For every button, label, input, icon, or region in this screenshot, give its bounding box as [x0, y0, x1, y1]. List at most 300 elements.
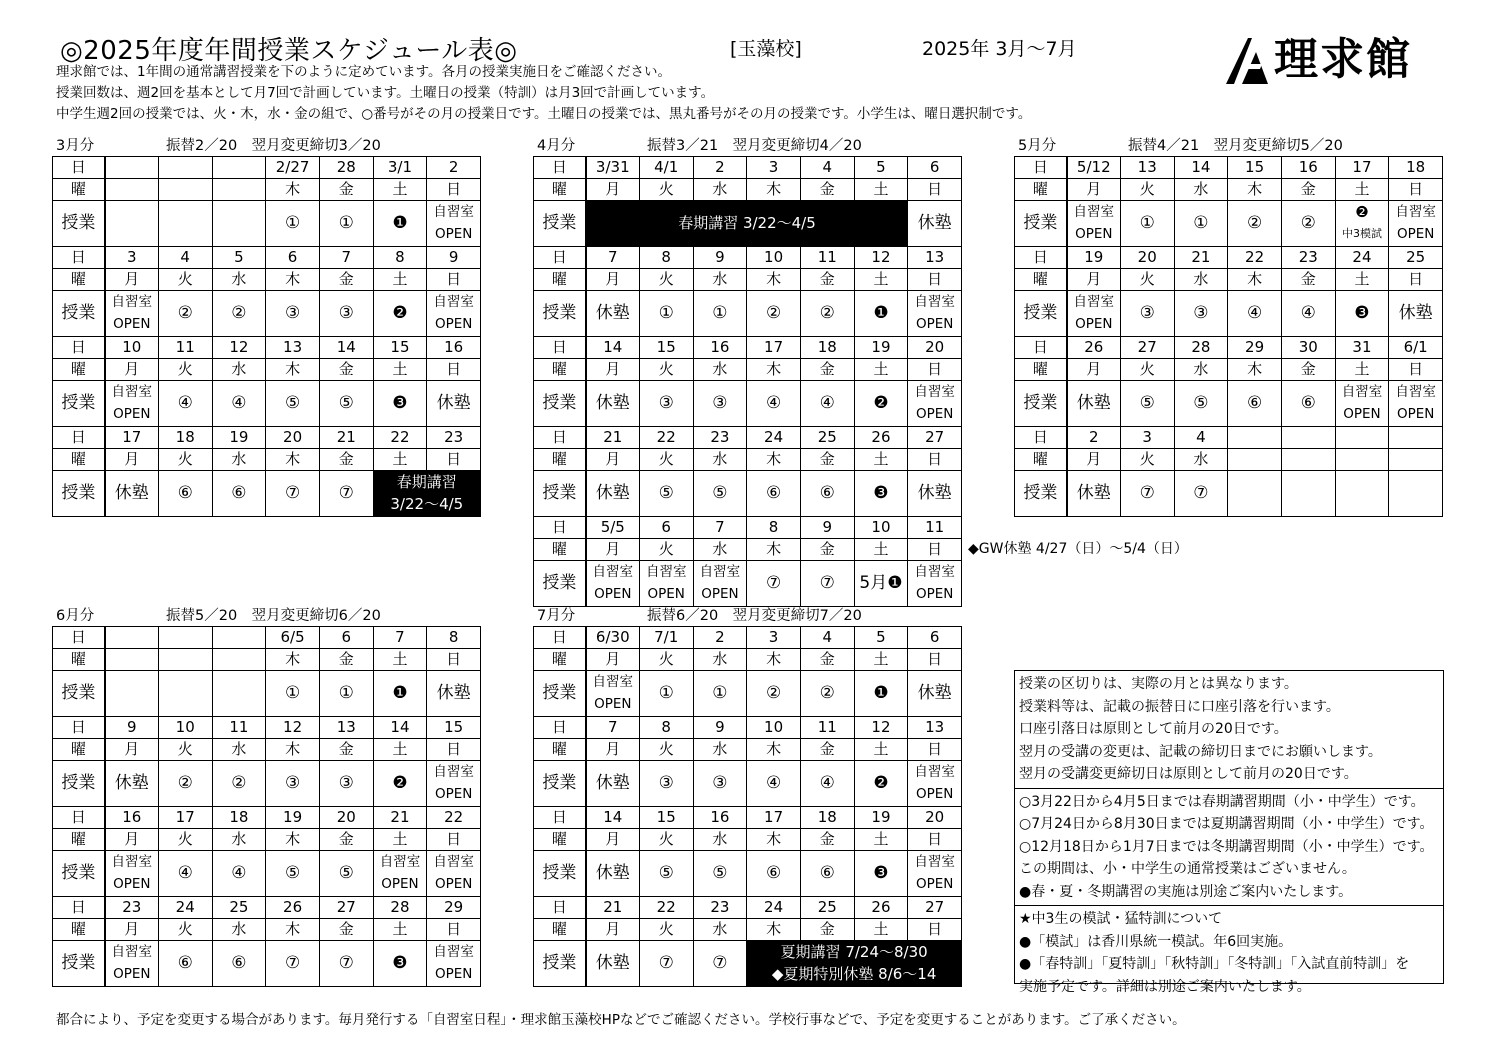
day-cell: 25: [800, 427, 854, 449]
weekday-cell: 火: [639, 739, 693, 761]
day-cell: 28: [1174, 337, 1228, 359]
weekday-cell: [105, 649, 159, 671]
lesson-mark: 休塾: [595, 773, 630, 793]
row-label-day: 日: [53, 717, 105, 739]
weekday-cell: 水: [693, 919, 747, 941]
weekday-cell: 土: [373, 649, 427, 671]
info-line: ●「模試」は香川県統一模試。年6回実施。: [1019, 933, 1293, 950]
weekday-row: [53, 179, 481, 201]
lesson-mark: ③: [338, 303, 354, 323]
gw-holiday-note: ◆GW休塾 4/27（日）～5/4（日）: [968, 541, 1188, 557]
row-label-weekday: 曜: [1015, 179, 1067, 201]
weekday-cell: 金: [319, 919, 373, 941]
weekday-cell: 水: [693, 359, 747, 381]
day-cell: 11: [800, 717, 854, 739]
day-cell: 7: [319, 247, 373, 269]
logo-mark-icon: [1222, 34, 1270, 86]
weekday-cell: 金: [800, 649, 854, 671]
lesson-cell: [854, 471, 908, 517]
lesson-cell: [427, 761, 481, 807]
row-label-weekday: 曜: [534, 829, 586, 851]
lesson-cell: [1228, 201, 1282, 247]
info-line: ●「春特訓」「夏特訓」「秋特訓」「冬特訓」「入試直前特訓」を: [1019, 956, 1410, 972]
lesson-row: [53, 761, 481, 807]
weekday-cell: 月: [1067, 269, 1121, 291]
day-cell: 24: [158, 897, 212, 919]
lesson-cell: [747, 941, 962, 987]
row-label-weekday: 曜: [53, 359, 105, 381]
day-cell: 10: [105, 337, 159, 359]
weekday-cell: 木: [747, 269, 801, 291]
lesson-mark: ⑤: [338, 863, 354, 883]
lesson-row: [534, 761, 962, 807]
lesson-line: 自習室: [699, 564, 741, 580]
row-label-lesson: 授業: [534, 291, 586, 337]
row-label-lesson: 授業: [53, 471, 105, 517]
weekday-cell: 日: [908, 269, 962, 291]
lesson-mark: ①: [338, 683, 354, 703]
weekday-cell: 月: [586, 359, 640, 381]
weekday-cell: 日: [427, 919, 481, 941]
lesson-cell: [373, 671, 427, 717]
calendar-april: [533, 156, 962, 607]
row-label-weekday: 曜: [1015, 269, 1067, 291]
lesson-cell: [319, 291, 373, 337]
lesson-line: ❷: [1355, 203, 1369, 221]
weekday-cell: 金: [319, 739, 373, 761]
lesson-mark: ④: [231, 393, 247, 413]
row-label-day: 日: [53, 337, 105, 359]
weekday-cell: 土: [373, 359, 427, 381]
weekday-cell: 金: [800, 179, 854, 201]
row-label-weekday: 曜: [534, 649, 586, 671]
day-cell: 3/31: [586, 157, 640, 179]
lesson-mark: ①: [658, 303, 674, 323]
row-label-lesson: 授業: [534, 381, 586, 427]
lesson-cell: [800, 761, 854, 807]
lesson-mark: ④: [819, 393, 835, 413]
weekday-cell: 日: [908, 449, 962, 471]
lesson-mark: ③: [338, 773, 354, 793]
day-cell: 4: [1174, 427, 1228, 449]
day-cell: 13: [908, 247, 962, 269]
day-cell: 18: [1389, 157, 1443, 179]
lesson-line: 自習室: [1073, 294, 1115, 310]
weekday-cell: 日: [908, 829, 962, 851]
lesson-mark: ⑤: [1139, 393, 1155, 413]
lesson-mark: ①: [712, 303, 728, 323]
day-cell: 5: [854, 157, 908, 179]
lesson-mark: ⑥: [765, 483, 782, 503]
day-cell: 4: [800, 157, 854, 179]
weekday-cell: [1335, 449, 1389, 471]
day-cell: 26: [1067, 337, 1121, 359]
row-label-weekday: 曜: [1015, 449, 1067, 471]
weekday-cell: 金: [319, 449, 373, 471]
row-label-day: 日: [53, 427, 105, 449]
day-cell: [1389, 427, 1443, 449]
weekday-cell: 火: [639, 179, 693, 201]
weekday-row: [53, 649, 481, 671]
lesson-cell: [908, 471, 962, 517]
weekday-cell: 木: [266, 449, 320, 471]
day-cell: 21: [373, 807, 427, 829]
weekday-cell: 水: [693, 649, 747, 671]
weekday-cell: 日: [427, 649, 481, 671]
weekday-cell: 水: [212, 739, 266, 761]
lesson-cell: [373, 761, 427, 807]
lesson-cell: [158, 761, 212, 807]
lesson-banner: 春期講習 3/22～4/5: [678, 214, 816, 232]
lesson-cell: [1335, 381, 1389, 427]
lesson-cell: [158, 291, 212, 337]
lesson-line: OPEN: [1396, 406, 1435, 422]
month-label: 6月分: [56, 608, 95, 624]
weekday-cell: 土: [373, 829, 427, 851]
lesson-mark: ③: [1193, 303, 1209, 323]
row-label-lesson: 授業: [1015, 291, 1067, 337]
lesson-mark: 休塾: [595, 483, 630, 503]
lesson-mark: 休塾: [114, 483, 149, 503]
day-cell: 11: [800, 247, 854, 269]
day-cell: [158, 157, 212, 179]
day-cell: 15: [1228, 157, 1282, 179]
lesson-cell: [586, 471, 640, 517]
weekday-cell: 木: [266, 739, 320, 761]
lesson-line: OPEN: [434, 966, 473, 982]
weekday-cell: 火: [639, 269, 693, 291]
intro-text: [56, 62, 1031, 125]
lesson-cell: [693, 671, 747, 717]
lesson-line: 自習室: [1341, 384, 1383, 400]
weekday-cell: 金: [319, 829, 373, 851]
weekday-cell: 月: [586, 739, 640, 761]
lesson-row: [1015, 381, 1443, 427]
weekday-cell: 火: [639, 919, 693, 941]
lesson-cell: [908, 851, 962, 897]
lesson-cell: [747, 851, 801, 897]
day-row: [53, 337, 481, 359]
lesson-mark: ②: [1246, 213, 1263, 233]
info-line: 口座引落日は原則として前月の20日です。: [1019, 721, 1288, 737]
weekday-cell: 金: [1281, 179, 1335, 201]
lesson-line: OPEN: [1075, 316, 1113, 332]
lesson-mark: 休塾: [595, 863, 630, 883]
lesson-line: 自習室: [1395, 384, 1436, 400]
weekday-cell: 木: [266, 269, 320, 291]
day-cell: 2: [693, 627, 747, 649]
lesson-cell: [639, 471, 693, 517]
lesson-mark: ④: [1300, 303, 1316, 323]
lesson-cell: [586, 671, 640, 717]
weekday-cell: 金: [319, 359, 373, 381]
lesson-cell: [1228, 291, 1282, 337]
row-label-day: 日: [534, 157, 586, 179]
day-cell: 18: [158, 427, 212, 449]
day-cell: [105, 157, 159, 179]
day-cell: 8: [427, 627, 481, 649]
day-row: [534, 157, 962, 179]
row-label-weekday: 曜: [534, 179, 586, 201]
lesson-mark: ⑤: [284, 863, 301, 883]
weekday-cell: 水: [693, 739, 747, 761]
lesson-cell: [427, 291, 481, 337]
lesson-cell: [1281, 471, 1335, 517]
day-cell: 7: [693, 517, 747, 539]
day-row: [534, 717, 962, 739]
lesson-line: 自習室: [592, 564, 634, 580]
lesson-cell: [266, 671, 320, 717]
info-line: 翌月の受講変更締切日は原則として前月の20日です。: [1019, 766, 1358, 782]
lesson-cell: [427, 851, 481, 897]
day-cell: 21: [586, 897, 640, 919]
day-cell: 17: [1335, 157, 1389, 179]
day-cell: 6: [319, 627, 373, 649]
lesson-row: [534, 201, 962, 247]
lesson-mark: ⑦: [338, 483, 354, 503]
weekday-cell: 月: [586, 179, 640, 201]
day-cell: 23: [693, 897, 747, 919]
month-header-april: [537, 134, 862, 155]
day-cell: 6: [908, 627, 962, 649]
weekday-cell: 木: [266, 919, 320, 941]
weekday-cell: 日: [908, 739, 962, 761]
weekday-cell: 金: [800, 359, 854, 381]
weekday-cell: 土: [854, 539, 908, 561]
day-cell: 3: [105, 247, 159, 269]
lesson-line: 自習室: [592, 674, 634, 690]
schedule-period: 2025年 3月～7月: [922, 38, 1077, 60]
lesson-mark: ⑦: [765, 573, 782, 593]
lesson-cell: [1067, 291, 1121, 337]
weekday-cell: 月: [1067, 359, 1121, 381]
lesson-mark: ④: [765, 773, 782, 793]
row-label-weekday: 曜: [534, 919, 586, 941]
lesson-row: [1015, 201, 1443, 247]
day-cell: 23: [693, 427, 747, 449]
lesson-row: [53, 381, 481, 427]
month-note: 振替3／21 翌月変更締切4／20: [647, 138, 862, 154]
day-cell: 3/1: [373, 157, 427, 179]
day-cell: 30: [1281, 337, 1335, 359]
weekday-row: [53, 359, 481, 381]
day-cell: 24: [1335, 247, 1389, 269]
lesson-cell: [319, 671, 373, 717]
day-cell: 22: [1228, 247, 1282, 269]
day-cell: 14: [586, 337, 640, 359]
lesson-cell: [747, 381, 801, 427]
weekday-cell: 木: [747, 649, 801, 671]
lesson-cell: [1281, 201, 1335, 247]
day-cell: 16: [693, 807, 747, 829]
lesson-line: 3/22～4/5: [390, 495, 464, 513]
weekday-cell: 金: [800, 739, 854, 761]
lesson-line: 自習室: [433, 764, 474, 780]
lesson-line: 夏期講習 7/24～8/30: [780, 943, 928, 961]
lesson-line: 自習室: [111, 294, 153, 310]
lesson-cell: [373, 471, 480, 517]
lesson-cell: [373, 941, 427, 987]
lesson-cell: [586, 381, 640, 427]
day-cell: 20: [266, 427, 320, 449]
lesson-cell: [639, 761, 693, 807]
weekday-cell: 火: [1120, 449, 1174, 471]
day-row: [1015, 337, 1443, 359]
weekday-cell: [1228, 449, 1282, 471]
lesson-mark: ⑥: [819, 483, 835, 503]
lesson-line: OPEN: [113, 966, 151, 982]
day-cell: 22: [427, 807, 481, 829]
weekday-cell: 水: [1174, 179, 1228, 201]
weekday-cell: 土: [373, 269, 427, 291]
day-cell: 20: [1120, 247, 1174, 269]
lesson-cell: [212, 941, 266, 987]
lesson-cell: [854, 381, 908, 427]
lesson-cell: [908, 671, 962, 717]
lesson-row: [1015, 291, 1443, 337]
day-row: [534, 897, 962, 919]
lesson-cell: [747, 761, 801, 807]
day-cell: 19: [212, 427, 266, 449]
lesson-mark: ①: [658, 683, 674, 703]
lesson-cell: [1228, 381, 1282, 427]
weekday-row: [53, 269, 481, 291]
day-cell: 20: [908, 807, 962, 829]
weekday-cell: 月: [586, 829, 640, 851]
weekday-cell: 水: [1174, 269, 1228, 291]
weekday-cell: 金: [319, 269, 373, 291]
day-cell: 23: [1281, 247, 1335, 269]
day-cell: 9: [105, 717, 159, 739]
lesson-cell: [908, 561, 962, 607]
weekday-cell: 木: [747, 179, 801, 201]
intro-line: 理求館では、1年間の通常講習授業を下のように定めています。各月の授業実施日をご確認ください。: [56, 64, 672, 80]
lesson-line: 自習室: [433, 294, 474, 310]
lesson-row: [53, 941, 481, 987]
day-cell: [158, 627, 212, 649]
lesson-line: OPEN: [113, 876, 151, 892]
month-note: 振替5／20 翌月変更締切6／20: [166, 608, 381, 624]
day-cell: [1228, 427, 1282, 449]
lesson-line: OPEN: [434, 876, 473, 892]
lesson-cell: [693, 561, 747, 607]
lesson-cell: [158, 381, 212, 427]
day-cell: 12: [854, 247, 908, 269]
day-cell: 20: [319, 807, 373, 829]
lesson-mark: ③: [712, 393, 728, 413]
weekday-cell: 火: [1120, 179, 1174, 201]
lesson-row: [534, 671, 962, 717]
day-cell: 14: [373, 717, 427, 739]
lesson-mark: ③: [284, 773, 301, 793]
day-row: [1015, 157, 1443, 179]
lesson-mark: ②: [765, 683, 782, 703]
lesson-cell: [586, 291, 640, 337]
lesson-cell: [639, 291, 693, 337]
lesson-line: OPEN: [113, 316, 151, 332]
day-cell: 23: [105, 897, 159, 919]
weekday-cell: 金: [1281, 269, 1335, 291]
calendar-march: [52, 156, 481, 517]
lesson-mark: ②: [231, 303, 247, 323]
weekday-cell: 木: [747, 739, 801, 761]
lesson-line: OPEN: [701, 586, 739, 602]
weekday-cell: 水: [693, 179, 747, 201]
lesson-cell: [266, 851, 320, 897]
weekday-cell: 日: [908, 649, 962, 671]
weekday-row: [53, 739, 481, 761]
day-cell: 21: [586, 427, 640, 449]
weekday-cell: 木: [747, 359, 801, 381]
lesson-line: OPEN: [1075, 226, 1113, 242]
weekday-cell: 月: [105, 919, 159, 941]
day-cell: 3: [747, 627, 801, 649]
info-line: ★中3生の模試・猛特訓について: [1019, 911, 1223, 927]
day-cell: 26: [854, 897, 908, 919]
weekday-row: [53, 829, 481, 851]
lesson-row: [534, 561, 962, 607]
day-cell: 22: [639, 897, 693, 919]
weekday-cell: 日: [1389, 359, 1443, 381]
weekday-cell: 火: [639, 539, 693, 561]
row-label-lesson: 授業: [53, 671, 105, 717]
lesson-cell: [158, 201, 212, 247]
lesson-mark: ❷: [873, 393, 889, 413]
lesson-line: OPEN: [381, 876, 419, 892]
lesson-row: [534, 381, 962, 427]
info-line: この期間は、小・中学生の通常授業はございません。: [1019, 861, 1356, 877]
month-header-june: [56, 604, 381, 625]
row-label-weekday: 曜: [53, 179, 105, 201]
lesson-mark: ④: [765, 393, 782, 413]
weekday-cell: 日: [427, 359, 481, 381]
weekday-cell: 金: [800, 829, 854, 851]
weekday-cell: 土: [854, 829, 908, 851]
lesson-cell: [1067, 381, 1121, 427]
weekday-row: [534, 449, 962, 471]
lesson-mark: ⑤: [1193, 393, 1209, 413]
day-cell: 12: [266, 717, 320, 739]
lesson-mark: ③: [284, 303, 301, 323]
day-cell: 29: [427, 897, 481, 919]
lesson-mark: 休塾: [436, 683, 471, 703]
row-label-weekday: 曜: [534, 449, 586, 471]
lesson-cell: [800, 381, 854, 427]
weekday-cell: 日: [908, 919, 962, 941]
info-line: 実施予定です。詳細は別途ご案内いたします。: [1019, 978, 1311, 995]
weekday-cell: 水: [212, 919, 266, 941]
lesson-line: OPEN: [594, 586, 632, 602]
row-label-day: 日: [1015, 247, 1067, 269]
day-cell: 16: [427, 337, 481, 359]
weekday-cell: 月: [105, 359, 159, 381]
weekday-cell: 火: [1120, 269, 1174, 291]
lesson-mark: 休塾: [595, 303, 630, 323]
lesson-cell: [373, 851, 427, 897]
lesson-cell: [212, 851, 266, 897]
weekday-cell: 木: [747, 829, 801, 851]
day-cell: 20: [908, 337, 962, 359]
info-block-billing: [1015, 671, 1443, 789]
day-cell: 12: [212, 337, 266, 359]
weekday-cell: 木: [266, 649, 320, 671]
lesson-cell: [1281, 291, 1335, 337]
lesson-line: OPEN: [1396, 226, 1435, 242]
lesson-cell: [639, 381, 693, 427]
day-cell: 22: [373, 427, 427, 449]
lesson-cell: [158, 851, 212, 897]
day-cell: 8: [373, 247, 427, 269]
